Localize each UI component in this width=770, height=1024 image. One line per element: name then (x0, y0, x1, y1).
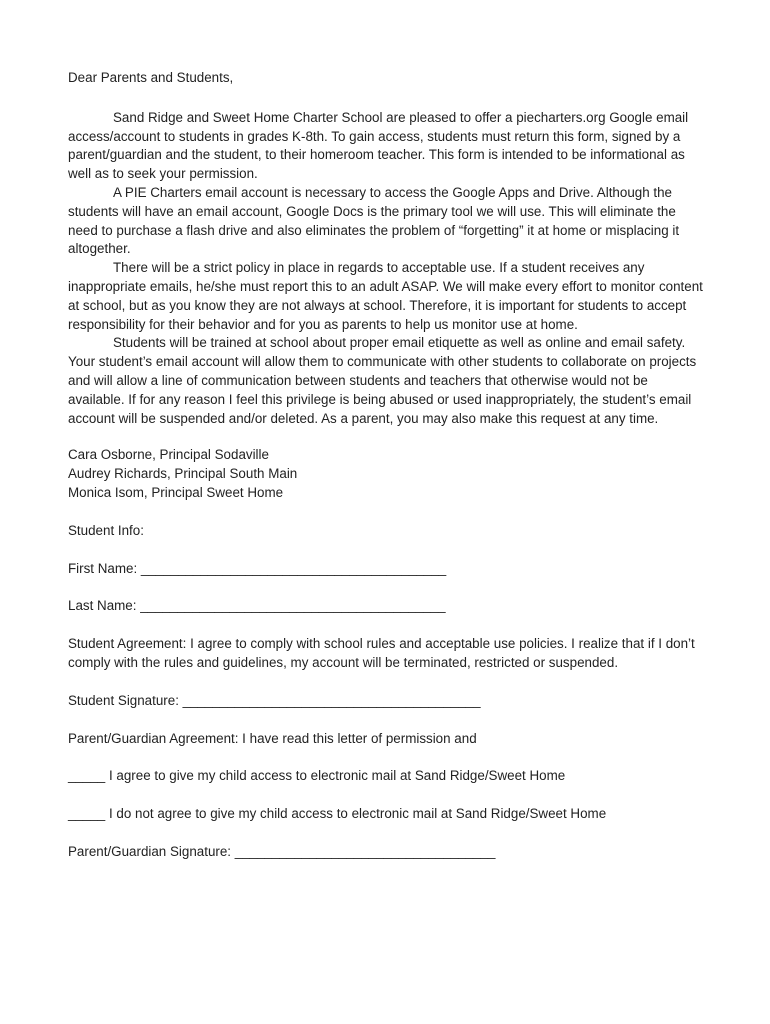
signer-name: Monica Isom, Principal Sweet Home (68, 484, 284, 500)
option-agree[interactable]: _____ I agree to give my child access to electronic mail at Sand Ridge/Sweet Home (68, 768, 566, 784)
signer-name: Audrey Richards, Principal South Main (68, 466, 298, 482)
paragraph-policy: There will be a strict policy in place in regards to acceptable use. If a student receives any inappropriate emails, he/she must report this to an adult ASAP. We will make every effort to monitor content at school, but as you know they are not always at school. Therefore, it is important for students to accept responsibility for their behavior and for you as parents to help us monitor use at home. (68, 260, 703, 332)
letter-page (68, 69, 708, 862)
signer-list (68, 446, 708, 502)
student-info-heading: Student Info: (68, 522, 144, 538)
parent-agreement: Parent/Guardian Agreement: I have read this letter of permission and (68, 730, 477, 746)
paragraph-account: A PIE Charters email account is necessary to access the Google Apps and Drive. Although the students will have an email account, Google Docs is the primary tool we will use. This will eliminate the need to purchase a flash drive and also eliminates the problem of “forgetting” it at home or misplacing it altogether. (68, 184, 680, 257)
parent-signature-field[interactable]: Parent/Guardian Signature: ___________________________________ (68, 843, 496, 859)
student-agreement: Student Agreement: I agree to comply with school rules and acceptable use policies. I realize that if I don’t comply with the rules and guidelines, my account will be terminated, restricted or suspended. (68, 636, 695, 670)
student-signature-field[interactable]: Student Signature: ________________________________________ (68, 692, 481, 708)
paragraph-training: Students will be trained at school about proper email etiquette as well as online and email safety. Your student’s email account will allow them to communicate with other students to collaborate on projects and will allow a line of communication between students and teachers that otherwise would not be available. If for any reason I feel this privilege is being abused or used inappropriately, the student’s email account will be suspended and/or deleted. As a parent, you may also make this request at any time. (68, 335, 697, 426)
last-name-field[interactable]: Last Name: _________________________________________ (68, 598, 446, 614)
signer-name: Cara Osborne, Principal Sodaville (68, 447, 269, 463)
option-disagree[interactable]: _____ I do not agree to give my child access to electronic mail at Sand Ridge/Sweet Home (68, 806, 607, 822)
first-name-field[interactable]: First Name: _________________________________________ (68, 560, 447, 576)
paragraph-intro: Sand Ridge and Sweet Home Charter School are pleased to offer a piecharters.org Google email access/account to students in grades K-8th. To gain access, students must return this form, signed by a parent/guardian and the student, to their homeroom teacher. This form is intended to be informational as well as to seek your permission. (68, 109, 689, 182)
salutation: Dear Parents and Students, (68, 70, 234, 85)
